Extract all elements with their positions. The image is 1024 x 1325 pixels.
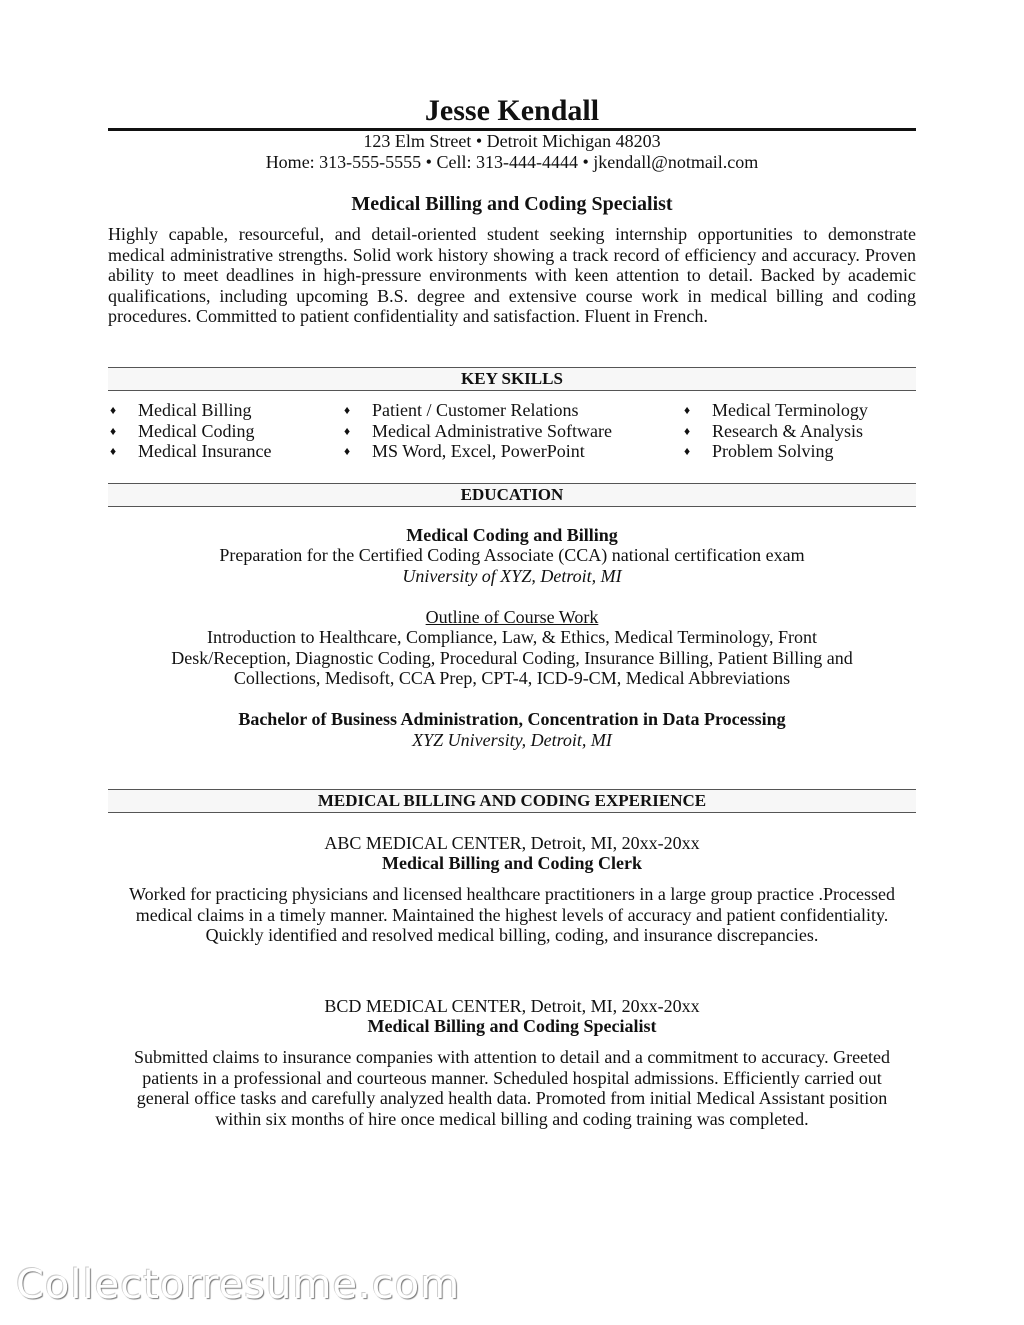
degree: Bachelor of Business Administration, Concentration in Data Processing — [238, 709, 786, 729]
degree-detail: Preparation for the Certified Coding Associate (CCA) national certification exam — [219, 545, 805, 565]
bullet-icon: ♦ — [110, 444, 117, 458]
contact-info: Home: 313-555-5555 • Cell: 313-444-4444 • jkendall@notmail.com — [265, 152, 759, 172]
school: XYZ University, Detroit, MI — [412, 730, 612, 750]
skills-list — [108, 400, 916, 464]
candidate-name: Jesse Kendall — [424, 94, 600, 127]
skill: Research & Analysis — [712, 421, 863, 441]
job-description: Worked for practicing physicians and licensed healthcare practitioners in a large group practice .Processed medical claims in a timely manner. Maintained the highest levels of accuracy and patient confidentiality. Quickly identified and resolved medical billing, coding, and insurance discrepancies. — [129, 884, 895, 945]
bullet-icon: ♦ — [110, 403, 117, 417]
skill: Medical Administrative Software — [372, 421, 612, 441]
job-title: Medical Billing and Coding Specialist — [351, 193, 673, 215]
skill: MS Word, Excel, PowerPoint — [372, 441, 585, 461]
job-description: Submitted claims to insurance companies with attention to detail and a commitment to accuracy. Greeted patients in a professional and courteous manner. Scheduled hospital admissions. Efficiently carried out general office tasks and carefully analyzed health data. Promoted from initial Medical Assistant position within six months of hire once medical billing and coding training was completed. — [133, 1047, 891, 1129]
coursework-label: Outline of Course Work — [425, 607, 599, 627]
job-role: Medical Billing and Coding Clerk — [381, 853, 643, 873]
bullet-icon: ♦ — [344, 444, 351, 458]
skill: Medical Coding — [138, 421, 255, 441]
skills-heading: KEY SKILLS — [108, 367, 916, 391]
job-role: Medical Billing and Coding Specialist — [367, 1016, 657, 1036]
school: University of XYZ, Detroit, MI — [402, 566, 622, 586]
education-heading: EDUCATION — [108, 483, 916, 507]
address: 123 Elm Street • Detroit Michigan 48203 — [363, 131, 661, 151]
coursework: Introduction to Healthcare, Compliance, Law, & Ethics, Medical Terminology, Front Desk/Reception, Diagnostic Coding, Procedural Coding, Insurance Billing, Patient Billing and Collections, Medisoft, CCA Prep, CPT-4, ICD-9-CM, Medical Abbreviations — [171, 627, 853, 688]
bullet-icon: ♦ — [684, 424, 691, 438]
skill: Patient / Customer Relations — [372, 400, 579, 420]
skill: Medical Insurance — [138, 441, 272, 461]
skill: Medical Terminology — [712, 400, 868, 420]
summary: Highly capable, resourceful, and detail-oriented student seeking internship opportunities to demonstrate medical administrative strengths. Solid work history showing a track record of efficiency and accuracy. Proven ability to meet deadlines in high-pressure environments with keen attention to detail. Backed by academic qualifications, including upcoming B.S. degree and extensive course work in medical billing and coding procedures. Committed to patient confidentiality and satisfaction. Fluent in French. — [108, 224, 916, 326]
bullet-icon: ♦ — [684, 444, 691, 458]
bullet-icon: ♦ — [110, 424, 117, 438]
employer: BCD MEDICAL CENTER, Detroit, MI, 20xx-20xx — [324, 996, 700, 1016]
bullet-icon: ♦ — [344, 424, 351, 438]
experience-heading: MEDICAL BILLING AND CODING EXPERIENCE — [108, 789, 916, 813]
bullet-icon: ♦ — [684, 403, 691, 417]
skill: Problem Solving — [712, 441, 834, 461]
watermark: Collectorresume.com — [16, 1262, 461, 1308]
employer: ABC MEDICAL CENTER, Detroit, MI, 20xx-20xx — [324, 833, 700, 853]
skill: Medical Billing — [138, 400, 252, 420]
degree: Medical Coding and Billing — [406, 525, 618, 545]
bullet-icon: ♦ — [344, 403, 351, 417]
